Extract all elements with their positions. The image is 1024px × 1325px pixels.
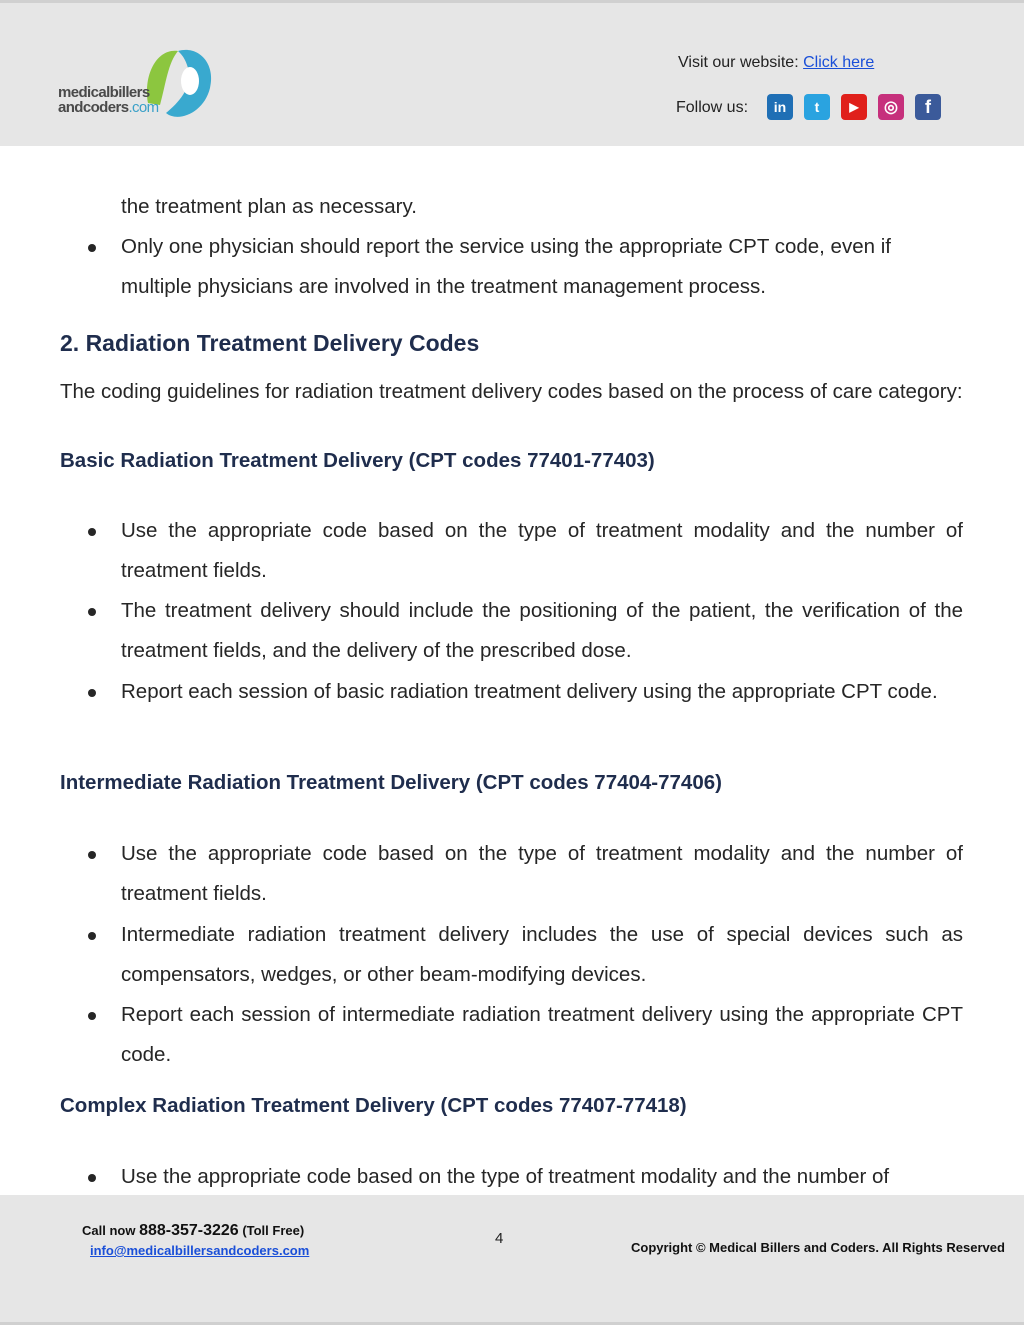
bullet-dot bbox=[88, 608, 96, 616]
toll-free-label: (Toll Free) bbox=[238, 1223, 305, 1238]
subsection-title-basic: Basic Radiation Treatment Delivery (CPT codes 77401-77403) bbox=[60, 449, 655, 472]
logo-text-top: medicalbillers bbox=[58, 84, 150, 101]
phone-number[interactable]: 888-357-3226 bbox=[139, 1222, 239, 1239]
bullet-dot bbox=[88, 528, 96, 536]
bullet-dot bbox=[88, 689, 96, 697]
bullet-dot bbox=[88, 1012, 96, 1020]
call-now bbox=[82, 1222, 304, 1240]
logo-text-bottom: andcoders bbox=[58, 99, 129, 116]
social-links bbox=[767, 94, 941, 120]
company-logo[interactable] bbox=[58, 43, 218, 125]
list-item: Report each session of basic radiation treatment delivery using the appropriate CPT code. bbox=[121, 680, 938, 703]
list-item: Use the appropriate code based on the type of treatment modality and the number of bbox=[121, 1165, 890, 1188]
list-item: Use the appropriate code based on the type of treatment modality and the number of treatment fields. bbox=[121, 519, 963, 582]
list-item: Report each session of intermediate radiation treatment delivery using the appropriate CPT code. bbox=[121, 1003, 963, 1066]
visit-website bbox=[678, 54, 874, 72]
follow-label: Follow us: bbox=[676, 99, 749, 116]
website-link[interactable]: Click here bbox=[803, 54, 875, 71]
page-header bbox=[0, 0, 1024, 146]
call-label: Call now bbox=[82, 1223, 140, 1238]
subsection-title-complex: Complex Radiation Treatment Delivery (CPT codes 77407-77418) bbox=[60, 1094, 687, 1117]
instagram-icon[interactable]: ◎ bbox=[878, 94, 904, 120]
email-link[interactable]: info@medicalbillersandcoders.com bbox=[90, 1243, 310, 1258]
facebook-icon[interactable]: f bbox=[915, 94, 941, 120]
copyright-text: Copyright © Medical Billers and Coders. All Rights Reserved bbox=[631, 1240, 1005, 1255]
twitter-icon[interactable]: t bbox=[804, 94, 830, 120]
bullet-dot bbox=[88, 932, 96, 940]
visit-label: Visit our website: bbox=[678, 54, 804, 71]
list-item: Intermediate radiation treatment delivery includes the use of special devices such as compensators, wedges, or other beam-modifying devices. bbox=[121, 923, 963, 986]
section-heading: 2. Radiation Treatment Delivery Codes bbox=[60, 330, 480, 356]
subsection-title-intermediate: Intermediate Radiation Treatment Delivery (CPT codes 77404-77406) bbox=[60, 771, 722, 794]
youtube-icon[interactable]: ▶ bbox=[841, 94, 867, 120]
page-number: 4 bbox=[495, 1230, 504, 1247]
intro-paragraph: The coding guidelines for radiation treatment delivery codes based on the process of care category: bbox=[60, 380, 963, 403]
bullet-text-line: Only one physician should report the service using the appropriate CPT code, even if bbox=[121, 235, 891, 258]
bullet-text-line: multiple physicians are involved in the treatment management process. bbox=[121, 275, 766, 298]
continued-text: the treatment plan as necessary. bbox=[121, 195, 417, 218]
page-footer bbox=[0, 1195, 1024, 1325]
bullet-dot bbox=[88, 244, 96, 252]
list-item: Use the appropriate code based on the type of treatment modality and the number of treatment fields. bbox=[121, 842, 963, 905]
bullet-dot bbox=[88, 851, 96, 859]
logo-text-domain: .com bbox=[128, 99, 159, 116]
bullet-dot bbox=[88, 1174, 96, 1182]
linkedin-icon[interactable]: in bbox=[767, 94, 793, 120]
list-item: The treatment delivery should include the positioning of the patient, the verification of the treatment fields, and the delivery of the prescribed dose. bbox=[121, 599, 963, 662]
